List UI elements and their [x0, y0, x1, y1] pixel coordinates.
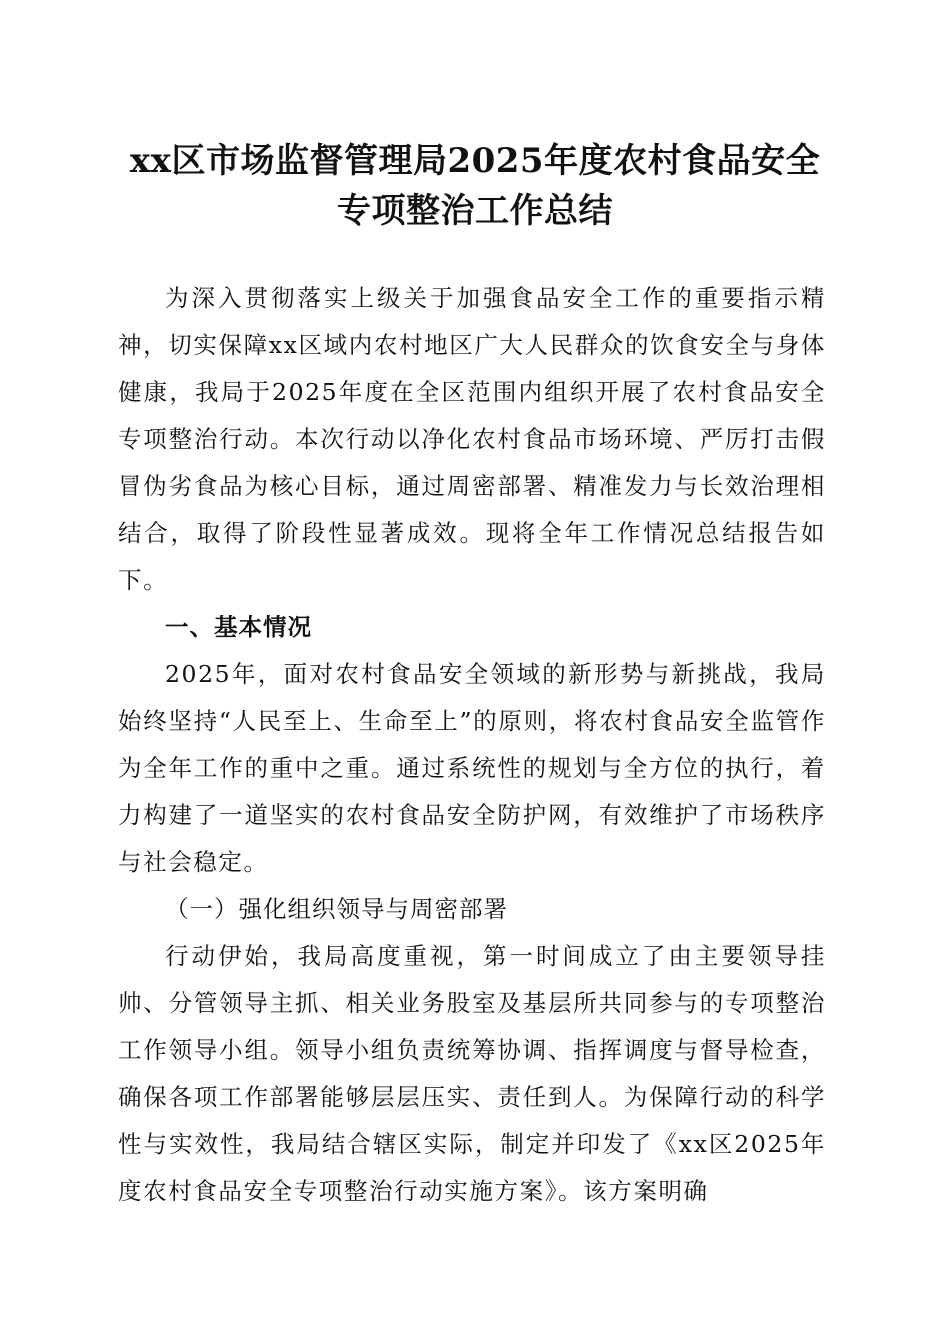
document-title [100, 136, 850, 236]
section-heading-basic-situation: 一、基本情况 [165, 613, 312, 641]
document-body [118, 275, 826, 1215]
section-paragraph-basic-situation: 2025年，面对农村食品安全领域的新形势与新挑战，我局始终坚持“人民至上、生命至上”的原则，将农村食品安全监管作为全年工作的重中之重。通过系统性的规划与全方位的执行，着力构建了一道坚实的农村食品安全防护网，有效维护了市场秩序与社会稳定。 [118, 660, 826, 876]
subsection-heading-organization: （一）强化组织领导与周密部署 [165, 895, 508, 923]
title-line-1: xx区市场监督管理局2025年度农村食品安全 [129, 141, 821, 181]
intro-paragraph: 为深入贯彻落实上级关于加强食品安全工作的重要指示精神，切实保障xx区域内农村地区广大人民群众的饮食安全与身体健康，我局于2025年度在全区范围内组织开展了农村食品安全专项整治行动。本次行动以净化农村食品市场环境、严厉打击假冒伪劣食品为核心目标，通过周密部署、精准发力与长效治理相结合，取得了阶段性显著成效。现将全年工作情况总结报告如下。 [118, 284, 826, 594]
title-line-2: 专项整治工作总结 [337, 191, 613, 231]
subsection-paragraph-organization: 行动伊始，我局高度重视，第一时间成立了由主要领导挂帅、分管领导主抓、相关业务股室及基层所共同参与的专项整治工作领导小组。领导小组负责统筹协调、指挥调度与督导检查，确保各项工作部署能够层层压实、责任到人。为保障行动的科学性与实效性，我局结合辖区实际，制定并印发了《xx区2025年度农村食品安全专项整治行动实施方案》。该方案明确 [118, 942, 826, 1205]
